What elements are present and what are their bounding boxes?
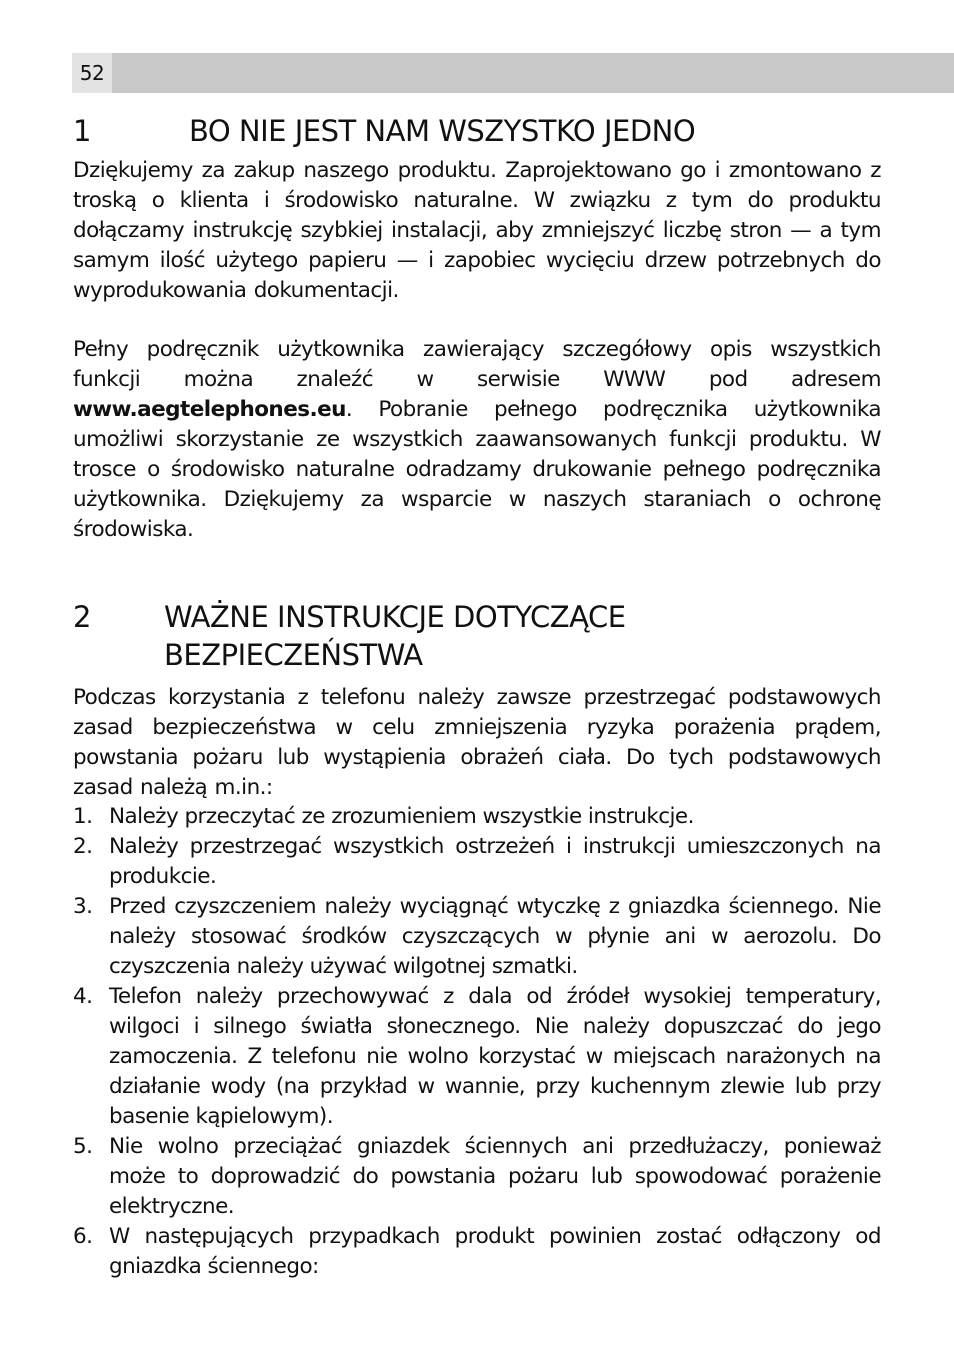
list-item <box>73 1132 881 1222</box>
section-1-paragraph-2 <box>73 335 881 545</box>
list-item-number: 1. <box>73 804 93 829</box>
list-item-text: Należy przestrzegać wszystkich ostrzeżeń i instrukcji umieszczonych na produkcie. <box>109 834 881 889</box>
paragraph-2-text-before: Pełny podręcznik użytkownika zawierający szczegółowy opis wszystkich funkcji można znaleźć w serwisie WWW pod adresem <box>73 337 881 392</box>
list-item-number: 5. <box>73 1134 93 1159</box>
section-1-number: 1 <box>73 114 91 148</box>
list-item <box>73 802 881 832</box>
list-item-number: 4. <box>73 984 93 1009</box>
list-item-number: 6. <box>73 1224 93 1249</box>
section-2-title-line-2: BEZPIECZEŃSTWA <box>164 638 423 672</box>
section-2-number: 2 <box>73 600 91 634</box>
list-item-number: 3. <box>73 894 93 919</box>
list-item-text: W następujących przypadkach produkt powinien zostać odłączony od gniazdka ściennego: <box>109 1224 881 1279</box>
list-item-text: Przed czyszczeniem należy wyciągnąć wtyczkę z gniazdka ściennego. Nie należy stosować środków czyszczących w płynie ani w aerozolu. Do czyszczenia należy używać wilgotnej szmatki. <box>109 894 881 979</box>
website-link[interactable]: www.aegtelephones.eu <box>73 397 346 422</box>
list-item-text: Nie wolno przeciążać gniazdek ściennych ani przedłużaczy, ponieważ może to doprowadzić do powstania pożaru lub spowodować porażenie elektryczne. <box>109 1134 881 1219</box>
page-header-bar <box>72 53 954 93</box>
section-2-title-line-1: WAŻNE INSTRUKCJE DOTYCZĄCE <box>164 600 626 634</box>
list-item-text: Należy przeczytać ze zrozumieniem wszystkie instrukcje. <box>109 804 694 829</box>
section-1-title: BO NIE JEST NAM WSZYSTKO JEDNO <box>189 114 696 148</box>
section-1-paragraph-1: Dziękujemy za zakup naszego produktu. Zaprojektowano go i zmontowano z troską o klienta i środowisko naturalne. W związku z tym do produktu dołączamy instrukcję szybkiej instalacji, aby zmniejszyć liczbę stron — a tym samym ilość użytego papieru — i zapobiec wycięciu drzew potrzebnych do wyprodukowania dokumentacji. <box>73 158 881 303</box>
section-1-heading <box>73 112 893 150</box>
safety-instructions-list <box>73 802 881 1282</box>
section-2-intro: Podczas korzystania z telefonu należy zawsze przestrzegać podstawowych zasad bezpieczeństwa w celu zmniejszenia ryzyka porażenia prądem, powstania pożaru lub wystąpienia obrażeń ciała. Do tych podstawowych zasad należą m.in.: <box>73 685 881 800</box>
page-number: 52 <box>72 53 112 93</box>
list-item <box>73 982 881 1132</box>
list-item-text: Telefon należy przechowywać z dala od źródeł wysokiej temperatury, wilgoci i silnego światła słonecznego. Nie należy dopuszczać do jego zamoczenia. Z telefonu nie wolno korzystać w miejscach narażonych na działanie wody (na przykład w wannie, przy kuchennym zlewie lub przy basenie kąpielowym). <box>109 984 881 1129</box>
list-item-number: 2. <box>73 834 93 859</box>
section-2-heading <box>73 598 893 674</box>
list-item <box>73 892 881 982</box>
list-item <box>73 832 881 892</box>
list-item <box>73 1222 881 1282</box>
paragraph-2-text-after: . Pobranie pełnego podręcznika użytkownika umożliwi skorzystanie ze wszystkich zaawansowanych funkcji produktu. W trosce o środowisko naturalne odradzamy drukowanie pełnego podręcznika użytkownika. Dziękujemy za wsparcie w naszych staraniach o ochronę środowiska. <box>73 397 881 542</box>
